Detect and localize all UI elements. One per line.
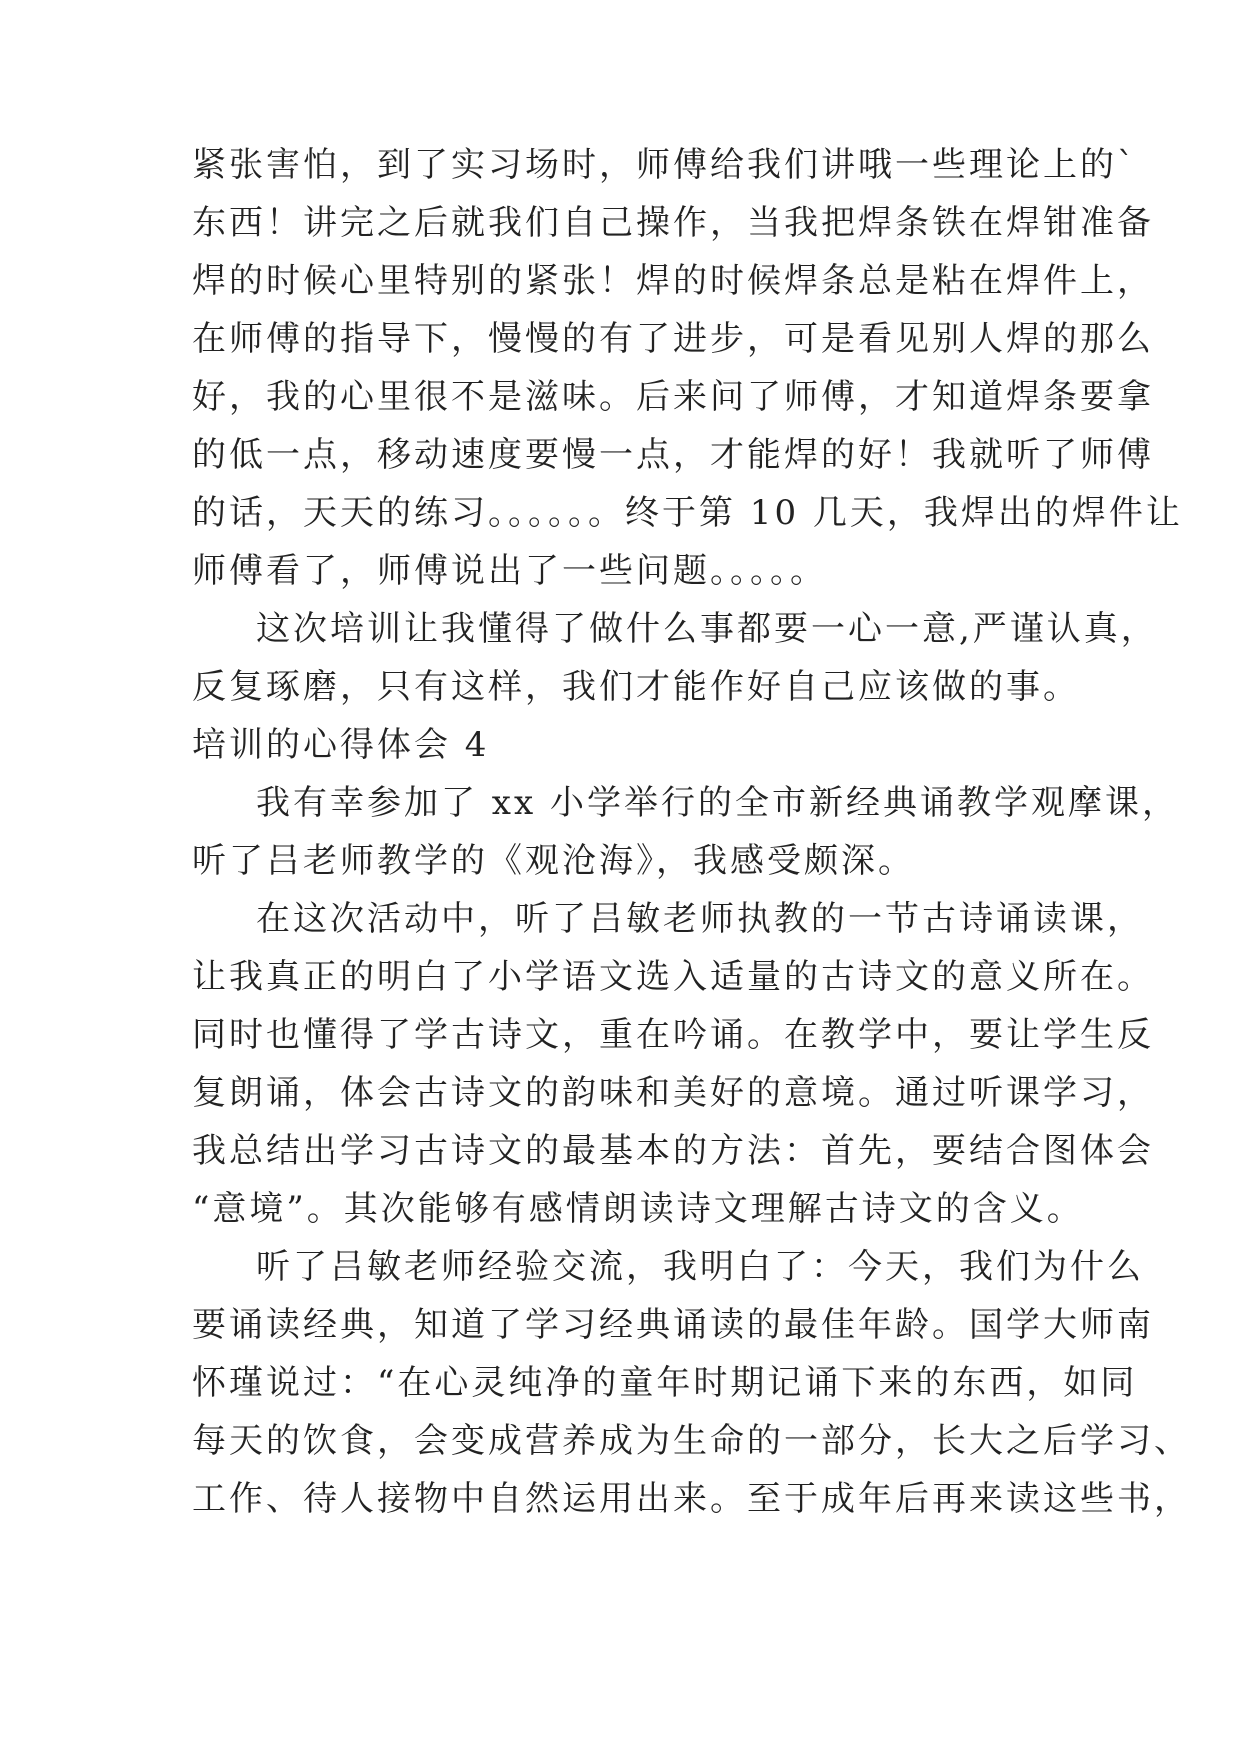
text-line: 紧张害怕，到了实习场时，师傅给我们讲哦一些理论上的`: [192, 145, 1137, 185]
text-line: “意境”。其次能够有感情朗读诗文理解古诗文的含义。: [192, 1189, 1084, 1229]
text-line: 好，我的心里很不是滋味。后来问了师傅，才知道焊条要拿: [192, 377, 1154, 417]
text-line: 的话，天天的练习。。。。。。终于第 10 几天，我焊出的焊件让: [192, 493, 1183, 533]
document-body: [192, 136, 1191, 1528]
paragraph-start-line: 在这次活动中，听了吕敏老师执教的一节古诗诵读课，: [256, 899, 1144, 939]
text-line: 同时也懂得了学古诗文，重在吟诵。在教学中，要让学生反: [192, 1015, 1154, 1055]
text-line: 的低一点，移动速度要慢一点，才能焊的好！我就听了师傅: [192, 435, 1154, 475]
text-line: 东西！讲完之后就我们自己操作，当我把焊条铁在焊钳准备: [192, 203, 1154, 243]
section-heading: 培训的心得体会 4: [192, 725, 490, 765]
text-line: 反复琢磨，只有这样，我们才能作好自己应该做的事。: [192, 667, 1080, 707]
text-line: 在师傅的指导下，慢慢的有了进步，可是看见别人焊的那么: [192, 319, 1154, 359]
paragraph-start-line: 这次培训让我懂得了做什么事都要一心一意,严谨认真，: [256, 609, 1158, 649]
paragraph-start-line: 我有幸参加了 xx 小学举行的全市新经典诵教学观摩课，: [256, 783, 1179, 823]
text-line: 我总结出学习古诗文的最基本的方法：首先，要结合图体会: [192, 1131, 1154, 1171]
text-line: 每天的饮食，会变成营养成为生命的一部分，长大之后学习、: [192, 1421, 1191, 1461]
text-line: 怀瑾说过：“在心灵纯净的童年时期记诵下来的东西，如同: [192, 1363, 1138, 1403]
text-line: 工作、待人接物中自然运用出来。至于成年后再来读这些书，: [192, 1479, 1191, 1519]
text-line: 师傅看了，师傅说出了一些问题。。。。。: [192, 551, 827, 591]
text-line: 听了吕老师教学的《观沧海》，我感受颇深。: [192, 841, 915, 881]
text-line: 复朗诵，体会古诗文的韵味和美好的意境。通过听课学习，: [192, 1073, 1154, 1113]
paragraph-start-line: 听了吕敏老师经验交流，我明白了：今天，我们为什么: [256, 1247, 1144, 1287]
text-line: 要诵读经典，知道了学习经典诵读的最佳年龄。国学大师南: [192, 1305, 1154, 1345]
text-line: 让我真正的明白了小学语文选入适量的古诗文的意义所在。: [192, 957, 1154, 997]
text-line: 焊的时候心里特别的紧张！焊的时候焊条总是粘在焊件上，: [192, 261, 1154, 301]
